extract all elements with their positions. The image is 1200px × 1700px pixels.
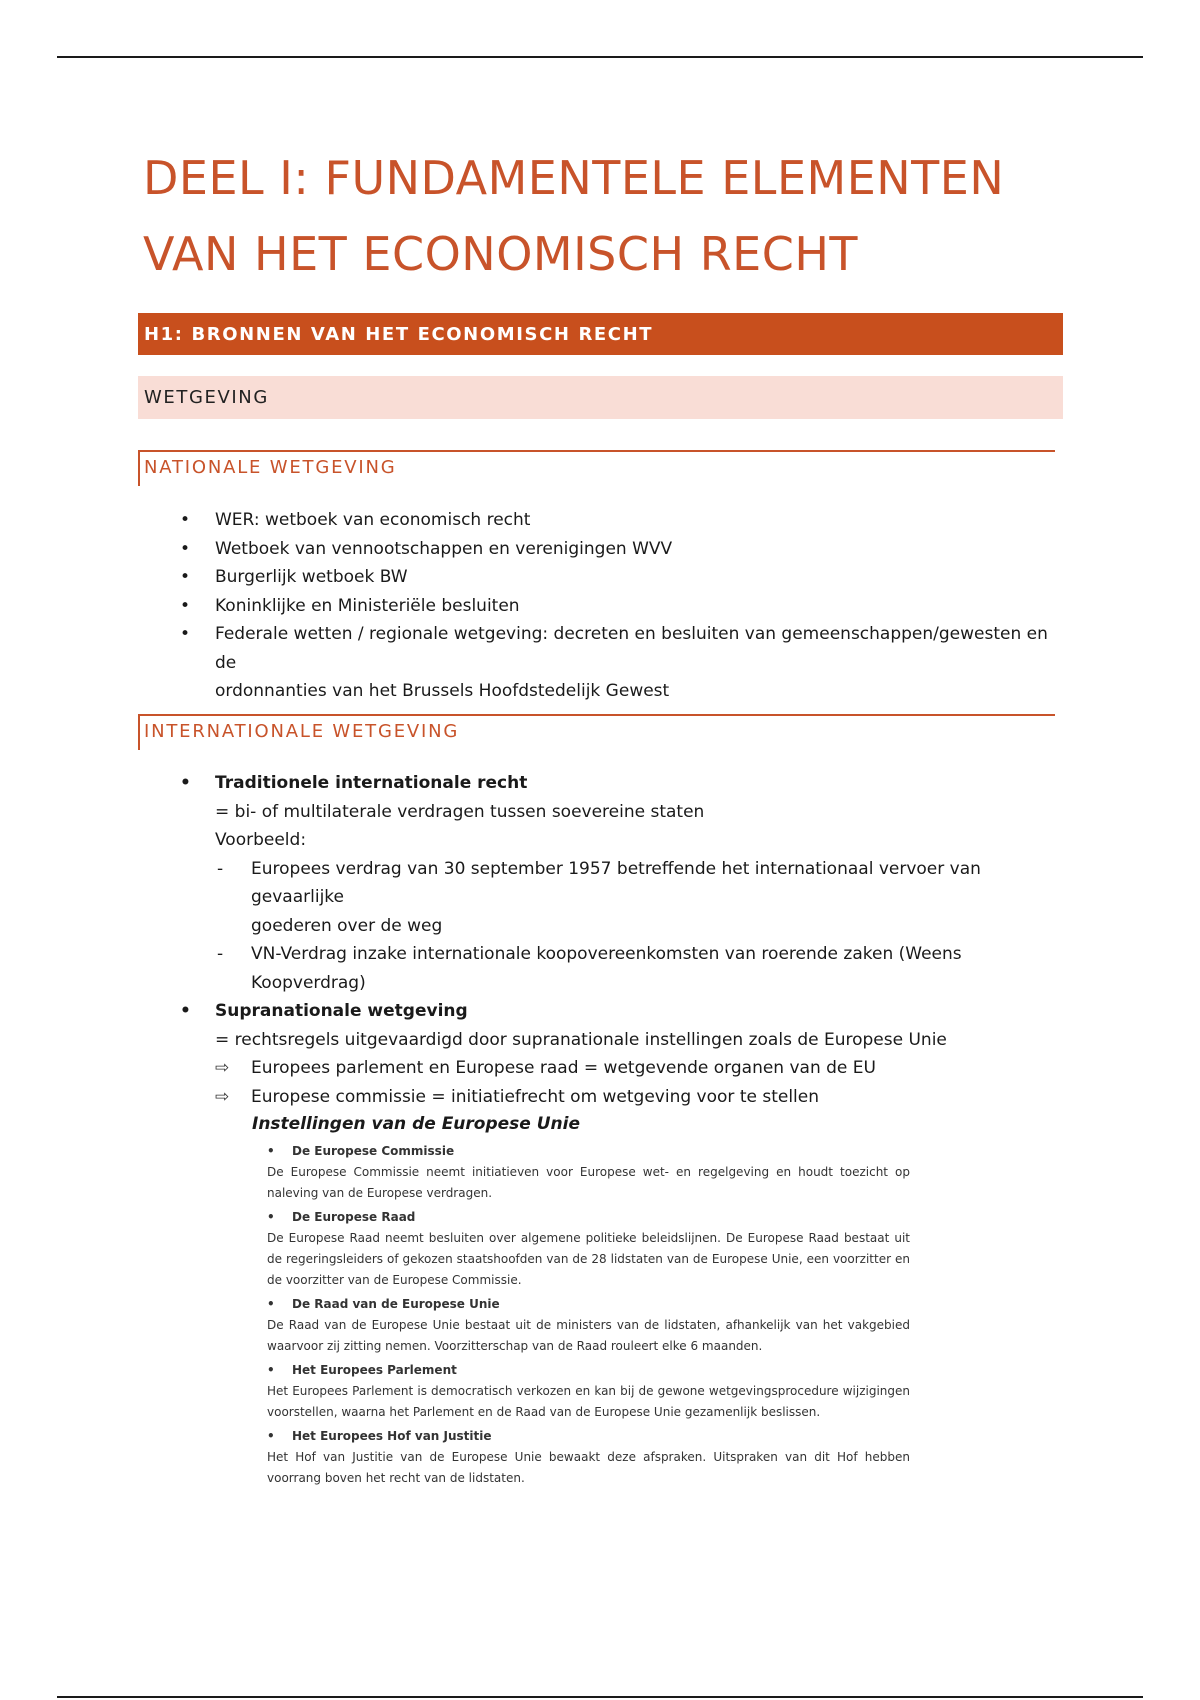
arrow-item: ⇨ Europese commissie = initiatiefrecht om wetgeving voor te stellen xyxy=(170,1083,1070,1112)
institution-name: • Het Europees Hof van Justitie xyxy=(267,1426,910,1447)
list-item: • Burgerlijk wetboek BW xyxy=(170,563,1070,592)
list-item-supranationaal: • Supranationale wetgeving xyxy=(170,997,1070,1026)
institution-description: De Europese Raad neemt besluiten over algemene politieke beleidslijnen. De Europese Raad bestaat uit de regeringsleiders of gekozen staatshoofden van de 28 lidstaten van de Europese Unie, een voorzitter en de voorzitter van de Europese Commissie. xyxy=(267,1231,910,1287)
definition-text: = rechtsregels uitgevaardigd door supranationale instellingen zoals de Europese Unie xyxy=(215,1029,947,1050)
section-heading: WETGEVING xyxy=(138,376,1063,419)
list-item-continuation: ordonnanties van het Brussels Hoofdstedelijk Gewest xyxy=(215,681,670,701)
bullet-icon: • xyxy=(180,773,191,793)
nationale-list xyxy=(170,506,1070,706)
list-item: • Wetboek van vennootschappen en verenigingen WVV xyxy=(170,535,1070,564)
arrow-right-icon: ⇨ xyxy=(215,1086,230,1107)
institution-name: • De Europese Commissie xyxy=(267,1141,910,1162)
example-label: Voorbeeld: xyxy=(215,830,307,850)
example-item-continuation: goederen over de weg xyxy=(251,915,443,936)
arrow-right-icon: ⇨ xyxy=(215,1058,230,1078)
bullet-icon: • xyxy=(180,538,191,559)
page-title xyxy=(143,140,1103,292)
bullet-icon: • xyxy=(267,1429,275,1443)
chapter-heading: H1: BRONNEN VAN HET ECONOMISCH RECHT xyxy=(138,313,1063,355)
institution-description: De Raad van de Europese Unie bestaat uit de ministers van de lidstaten, afhankelijk van het vakgebied waarvoor zij zitting nemen. Voorzitterschap van de Raad rouleert elke 6 maanden. xyxy=(267,1318,910,1353)
page-title-line-2: VAN HET ECONOMISCH RECHT xyxy=(143,227,859,281)
bullet-icon: • xyxy=(180,1001,191,1021)
eu-institutions-box xyxy=(250,1110,910,1491)
example-item-continuation: Koopverdrag) xyxy=(251,972,366,993)
list-item-traditioneel: • Traditionele internationale recht xyxy=(170,769,1070,798)
bullet-icon: • xyxy=(180,595,191,616)
bullet-icon: • xyxy=(180,624,191,644)
definition-text: = bi- of multilaterale verdragen tussen soevereine staten xyxy=(215,801,705,822)
inset-title: Instellingen van de Europese Unie xyxy=(252,1114,581,1134)
bullet-icon: • xyxy=(267,1297,275,1311)
institution-name: • De Raad van de Europese Unie xyxy=(267,1294,910,1315)
example-item: - VN-Verdrag inzake internationale koopovereenkomsten van roerende zaken (Weens xyxy=(170,940,1070,969)
list-item: • WER: wetboek van economisch recht xyxy=(170,506,1070,535)
institution-description: Het Europees Parlement is democratisch verkozen en kan bij de gewone wetgevingsprocedure wijzigingen voorstellen, waarna het Parlement en de Raad van de Europese Unie gezamenlijk beslissen. xyxy=(267,1384,910,1419)
institution-name: • De Europese Raad xyxy=(267,1207,910,1228)
dash-icon: - xyxy=(217,944,224,964)
bullet-icon: • xyxy=(267,1363,275,1377)
arrow-item: ⇨ Europees parlement en Europese raad = wetgevende organen van de EU xyxy=(170,1054,1070,1083)
dash-icon: - xyxy=(217,858,224,879)
bullet-icon: • xyxy=(180,567,191,587)
list-item: • Federale wetten / regionale wetgeving: decreten en besluiten van gemeenschappen/gewesten en de xyxy=(170,620,1070,677)
footer-rule xyxy=(57,1696,1143,1698)
example-item: - Europees verdrag van 30 september 1957 betreffende het internationaal vervoer van gevaarlijke xyxy=(170,855,1070,912)
internationale-list xyxy=(170,769,1070,1111)
header-rule xyxy=(57,56,1143,58)
institution-description: Het Hof van Justitie van de Europese Unie bewaakt deze afspraken. Uitspraken van dit Hof hebben voorrang boven het recht van de lidstaten. xyxy=(267,1450,910,1485)
page-title-line-1: DEEL I: FUNDAMENTELE ELEMENTEN xyxy=(143,151,1005,205)
list-item: • Koninklijke en Ministeriële besluiten xyxy=(170,592,1070,621)
bullet-icon: • xyxy=(267,1144,275,1158)
subsection-heading-nationale: NATIONALE WETGEVING xyxy=(138,450,1055,486)
bullet-icon: • xyxy=(180,510,191,530)
institution-name: • Het Europees Parlement xyxy=(267,1360,910,1381)
subsection-heading-internationale: INTERNATIONALE WETGEVING xyxy=(138,714,1055,750)
institution-description: De Europese Commissie neemt initiatieven voor Europese wet- en regelgeving en houdt toezicht op naleving van de Europese verdragen. xyxy=(267,1165,910,1200)
bullet-icon: • xyxy=(267,1210,275,1224)
